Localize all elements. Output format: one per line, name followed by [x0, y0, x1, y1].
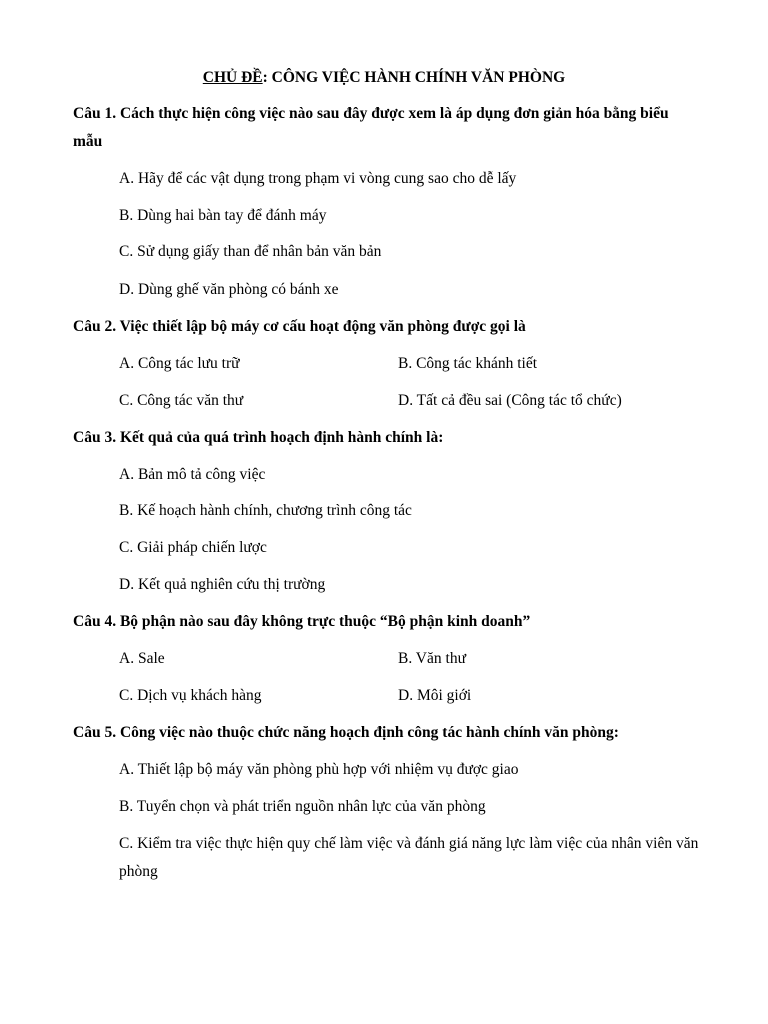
- question-1: Câu 1. Cách thực hiện công việc nào sau đây được xem là áp dụng đơn giản hóa bằng biểu mẫu: [73, 105, 669, 150]
- q2-option-a: A. Công tác lưu trữ: [119, 355, 240, 372]
- q5-option-a: A. Thiết lập bộ máy văn phòng phù hợp với nhiệm vụ được giao: [119, 761, 519, 778]
- q4-option-d: D. Môi giới: [398, 687, 472, 704]
- q5-option-c: C. Kiểm tra việc thực hiện quy chế làm việc và đánh giá năng lực làm việc của nhân viên văn phòng: [119, 835, 699, 880]
- question-4: Câu 4. Bộ phận nào sau đây không trực thuộc “Bộ phận kinh doanh”: [73, 613, 531, 630]
- q2-option-c: C. Công tác văn thư: [119, 392, 244, 409]
- q1-option-a: A. Hãy để các vật dụng trong phạm vi vòng cung sao cho dễ lấy: [119, 170, 517, 187]
- question-5: Câu 5. Công việc nào thuộc chức năng hoạch định công tác hành chính văn phòng:: [73, 724, 619, 741]
- q1-option-b: B. Dùng hai bàn tay để đánh máy: [119, 207, 327, 224]
- q2-option-b: B. Công tác khánh tiết: [398, 355, 538, 372]
- q4-option-a: A. Sale: [119, 650, 165, 667]
- q4-option-c: C. Dịch vụ khách hàng: [119, 687, 262, 704]
- q4-option-b: B. Văn thư: [398, 650, 466, 667]
- q5-option-b: B. Tuyển chọn và phát triển nguồn nhân lực của văn phòng: [119, 798, 486, 815]
- question-3: Câu 3. Kết quả của quá trình hoạch định hành chính là:: [73, 429, 444, 446]
- q3-option-b: B. Kế hoạch hành chính, chương trình công tác: [119, 502, 412, 519]
- q3-option-d: D. Kết quả nghiên cứu thị trường: [119, 576, 326, 593]
- title-prefix: CHỦ ĐỀ: [202, 69, 263, 86]
- q2-option-d: D. Tất cả đều sai (Công tác tổ chức): [398, 392, 622, 409]
- page-title: [0, 67, 768, 89]
- q3-option-a: A. Bản mô tả công việc: [119, 466, 266, 483]
- q3-option-c: C. Giải pháp chiến lược: [119, 539, 267, 556]
- question-2: Câu 2. Việc thiết lập bộ máy cơ cấu hoạt động văn phòng được gọi là: [73, 318, 526, 335]
- title-rest: : CÔNG VIỆC HÀNH CHÍNH VĂN PHÒNG: [262, 69, 566, 86]
- q1-option-d: D. Dùng ghế văn phòng có bánh xe: [119, 281, 339, 298]
- q1-option-c: C. Sử dụng giấy than để nhân bản văn bản: [119, 243, 382, 260]
